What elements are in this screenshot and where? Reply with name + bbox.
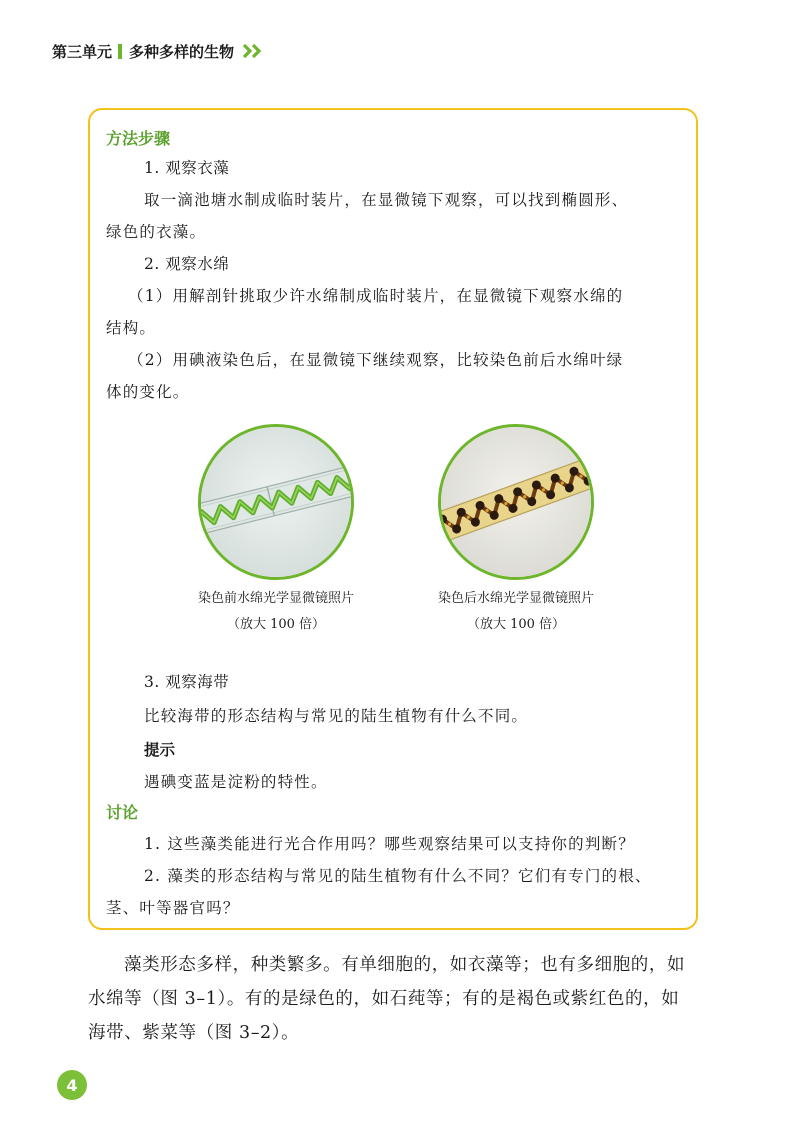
step1-line-2: 绿色的衣藻。 [106,223,207,241]
discussion-title: 讨论 [106,803,139,822]
unit-title: 多种多样的生物 [129,42,235,61]
double-chevron-right-icon [242,44,264,58]
step2-heading: 2. 观察水绵 [144,255,230,273]
body-paragraph-line-2: 水绵等（图 3–1）。有的是绿色的，如石莼等；有的是褐色或紫红色的，如 [88,989,680,1009]
running-header [52,38,264,64]
page-number: 4 [66,1075,78,1095]
step2-sub1-line-1: （1）用解剖针挑取少许水绵制成临时装片，在显微镜下观察水绵的 [128,287,624,305]
discussion-q2-line-2: 茎、叶等器官吗？ [106,899,240,917]
body-paragraph-line-3: 海带、紫菜等（图 3–2）。 [88,1023,300,1043]
discussion-q1: 1. 这些藻类能进行光合作用吗？哪些观察结果可以支持你的判断？ [144,835,635,853]
photo1-caption: 染色前水绵光学显微镜照片 [197,591,354,606]
body-paragraph-line-1: 藻类形态多样，种类繁多。有单细胞的，如衣藻等；也有多细胞的，如 [124,955,686,975]
method-steps-title: 方法步骤 [106,129,171,148]
step1-heading: 1. 观察衣藻 [144,159,230,177]
tip-title: 提示 [144,741,176,759]
tip-text: 遇碘变蓝是淀粉的特性。 [144,773,328,791]
step1-line-1: 取一滴池塘水制成临时装片，在显微镜下观察，可以找到椭圆形、 [144,191,629,209]
header-divider-bar [118,44,122,59]
photo2-magnification: （放大 100 倍） [466,617,566,632]
step2-sub2-line-2: 体的变化。 [106,383,190,401]
step2-sub2-line-1: （2）用碘液染色后，在显微镜下继续观察，比较染色前后水绵叶绿 [128,351,624,369]
photo2-caption: 染色后水绵光学显微镜照片 [437,591,594,606]
step2-sub1-line-2: 结构。 [106,319,157,337]
step3-heading: 3. 观察海带 [144,673,230,691]
spirogyra-before-staining-photo [198,424,354,580]
unit-label: 第三单元 [52,42,113,61]
spirogyra-after-staining-photo [438,424,594,580]
discussion-q2-line-1: 2. 藻类的形态结构与常见的陆生植物有什么不同？它们有专门的根、 [144,867,652,885]
photo1-magnification: （放大 100 倍） [226,617,326,632]
method-steps-box [88,108,698,930]
page-number-badge [57,1070,87,1100]
step3-line: 比较海带的形态结构与常见的陆生植物有什么不同。 [144,707,529,725]
